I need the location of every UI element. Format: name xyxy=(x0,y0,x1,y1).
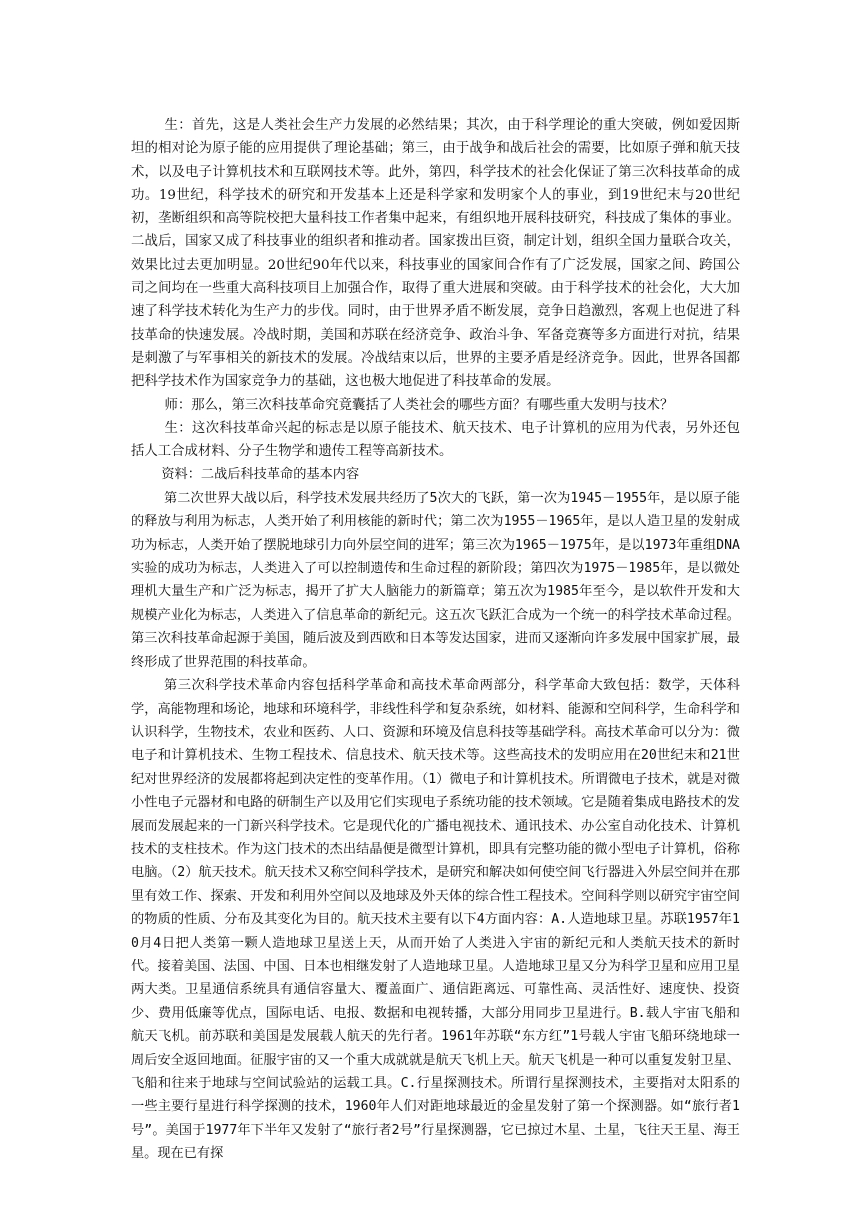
material-paragraph-five-leaps: 第二次世界大战以后，科学技术发展共经历了5次大的飞跃，第一次为1945－1955年，是以原子能的释放与利用为标志，人类开始了利用核能的新时代；第二次为1955－1965年，是以人造卫星的发射成功为标志，人类开始了摆脱地球引力向外层空间的进军；第三次为1965－1975年，是以1973年重组DNA实验的成功为标志，人类进入了可以控制遗传和生命过程的新阶段；第四次为1975－1985年，是以微处理机大量生产和广泛为标志，揭开了扩大人脑能力的新篇章；第五次为1985年至今，是以软件开发和大规模产业化为标志，人类进入了信息革命的新纪元。这五次飞跃汇合成为一个统一的科学技术革命过程。第三次科技革命起源于美国，随后波及到西欧和日本等发达国家，进而又逐渐向许多发展中国家扩展，最终形成了世界范围的科技革命。 xyxy=(131,490,740,670)
material-paragraph-content: 第三次科学技术革命内容包括科学革命和高技术革命两部分，科学革命大致包括：数学，天体科学，高能物理和场论，地球和环境科学，非线性科学和复杂系统，如材料、能源和空间科学，生命科学和认识科学，生物技术，农业和医药、人口、资源和环境及信息科技等基础学科。高技术革命可以分为：微电子和计算机技术、生物工程技术、信息技术、航天技术等。这些高技术的发明应用在20世纪末和21世纪对世界经济的发展都将起到决定性的变革作用。（1）微电子和计算机技术。所谓微电子技术，就是对微小性电子元器材和电路的研制生产以及用它们实现电子系统功能的技术领域。它是随着集成电路技术的发展而发展起来的一门新兴科学技术。它是现代化的广播电视技术、通讯技术、办公室自动化技术、计算机技术的支柱技术。作为这门技术的杰出结晶便是微型计算机，即具有完整功能的微小型电子计算机，俗称电脑。（2）航天技术。航天技术又称空间科学技术，是研究和解决如何使空间飞行器进入外层空间并在那里有效工作、探索、开发和利用外空间以及地球及外天体的综合性工程技术。空间科学则以研究宇宙空间的物质的性质、分布及其变化为目的。航天技术主要有以下4方面内容：A.人造地球卫星。苏联1957年10月4日把人类第一颗人造地球卫星送上天，从而开始了人类进入宇宙的新纪元和人类航天技术的新时代。接着美国、法国、中国、日本也相继发射了人造地球卫星。人造地球卫星又分为科学卫星和应用卫星两大类。卫星通信系统具有通信容量大、覆盖面广、通信距离远、可靠性高、灵活性好、速度快、投资少、费用低廉等优点，国际电话、电报、数据和电视转播，大部分用同步卫星进行。B.载人宇宙飞船和航天飞机。前苏联和美国是发展载人航天的先行者。1961年苏联“东方红”1号载人宇宙飞船环绕地球一周后安全返回地面。征服宇宙的又一个重大成就就是航天飞机上天。航天飞机是一种可以重复发射卫星、飞船和往来于地球与空间试验站的运载工具。C.行星探测技术。所谓行星探测技术，主要指对太阳系的一些主要行星进行科学探测的技术，1960年人们对距地球最近的金星发射了第一个探测器。如“旅行者1号”。美国于1977年下半年又发射了“旅行者2号”行星探测器，它已掠过木星、土星，飞往天王星、海王星。现在已有探 xyxy=(131,678,740,1162)
dialogue-teacher-question: 师：那么，第三次科技革命究竟囊括了人类社会的哪些方面？有哪些重大发明与技术？ xyxy=(164,397,674,413)
document-page xyxy=(131,114,740,1166)
dialogue-student-answer-technologies: 生：这次科技革命兴起的标志是以原子能技术、航天技术、电子计算机的应用为代表，另外还包括人工合成材料、分子生物学和遗传工程等高新技术。 xyxy=(131,420,740,460)
material-heading: 资料：二战后科技革命的基本内容 xyxy=(161,467,360,483)
dialogue-student-answer-causes: 生：首先，这是人类社会生产力发展的必然结果；其次，由于科学理论的重大突破，例如爱因斯坦的相对论为原子能的应用提供了理论基础；第三，由于战争和战后社会的需要，比如原子弹和航天技术，以及电子计算机技术和互联网技术等。此外，第四，科学技术的社会化保证了第三次科技革命的成功。19世纪，科学技术的研究和开发基本上还是科学家和发明家个人的事业，到19世纪末与20世纪初，垄断组织和高等院校把大量科技工作者集中起来，有组织地开展科技研究，科技成了集体的事业。二战后，国家又成了科技事业的组织者和推动者。国家拨出巨资，制定计划，组织全国力量联合攻关，效果比过去更加明显。20世纪90年代以来，科技事业的国家间合作有了广泛发展，国家之间、跨国公司之间均在一些重大高科技项目上加强合作，取得了重大进展和突破。由于科学技术的社会化，大大加速了科学技术转化为生产力的步伐。同时，由于世界矛盾不断发展，竞争日趋激烈，客观上也促进了科技革命的快速发展。冷战时期，美国和苏联在经济竞争、政治斗争、军备竞赛等多方面进行对抗，结果是刺激了与军事相关的新技术的发展。冷战结束以后，世界的主要矛盾是经济竞争。因此，世界各国都把科学技术作为国家竞争力的基础，这也极大地促进了科技革命的发展。 xyxy=(131,118,740,390)
